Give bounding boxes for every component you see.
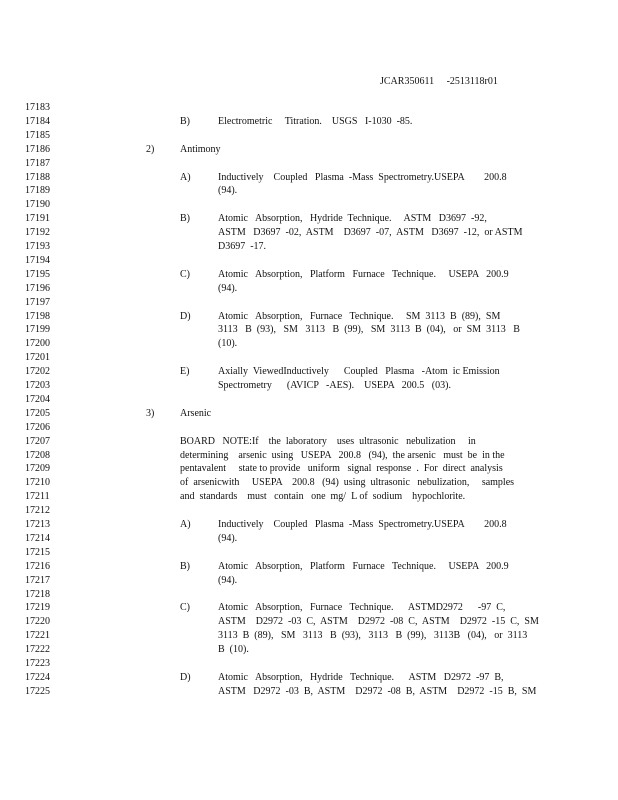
text-line: Inductively Coupled Plasma -Mass Spectrometry.USEPA 200.8 bbox=[218, 171, 507, 183]
line-number: 17191 bbox=[25, 213, 50, 225]
line-number: 17196 bbox=[25, 282, 50, 294]
line-number: 17186 bbox=[25, 143, 50, 155]
line-number: 17183 bbox=[25, 102, 50, 113]
line-number: 17208 bbox=[25, 449, 50, 461]
text-line: A) bbox=[180, 171, 191, 183]
text-line: Atomic Absorption, Furnace Technique. SM 3113 B (89), SM bbox=[218, 310, 501, 322]
line-number: 17223 bbox=[25, 658, 50, 669]
line-number: 17214 bbox=[25, 532, 50, 544]
text-line: D) bbox=[180, 310, 191, 322]
text-line: 2) bbox=[146, 143, 155, 155]
line-number: 17215 bbox=[25, 546, 50, 558]
text-line: (94). bbox=[218, 282, 238, 294]
text-line: D3697 -17. bbox=[218, 241, 267, 252]
text-line: 3) bbox=[146, 407, 155, 419]
text-line: (94). bbox=[218, 532, 238, 544]
line-number: 17205 bbox=[25, 407, 50, 419]
text-line: B (10). bbox=[218, 644, 249, 656]
line-number: 17193 bbox=[25, 241, 50, 252]
line-number: 17198 bbox=[25, 310, 50, 322]
text-line: Atomic Absorption, Hydride Technique. ASTM D3697 -92, bbox=[218, 213, 487, 225]
text-line: B) bbox=[180, 213, 190, 225]
line-number: 17184 bbox=[25, 115, 50, 127]
line-number: 17219 bbox=[25, 602, 50, 614]
text-line: 3113 B (93), SM 3113 B (99), SM 3113 B (04), or SM 3113 B bbox=[218, 324, 520, 336]
text-line: Atomic Absorption, Furnace Technique. ASTMD2972 -97 C, bbox=[218, 602, 506, 614]
text-line: Axially ViewedInductively Coupled Plasma -Atom ic Emission bbox=[218, 366, 500, 378]
text-line: ASTM D2972 -03 C, ASTM D2972 -08 C, ASTM D2972 -15 C, SM bbox=[218, 616, 539, 628]
text-line: (10). bbox=[218, 338, 238, 350]
text-line: Atomic Absorption, Platform Furnace Technique. USEPA 200.9 bbox=[218, 560, 509, 572]
text-line: D) bbox=[180, 671, 191, 683]
text-line: E) bbox=[180, 366, 190, 378]
line-number: 17209 bbox=[25, 463, 50, 475]
text-line: pentavalent state to provide uniform signal response . For direct analysis bbox=[180, 463, 503, 475]
line-number: 17189 bbox=[25, 185, 50, 197]
line-number: 17224 bbox=[25, 671, 50, 683]
line-number: 17188 bbox=[25, 171, 50, 183]
text-line: Antimony bbox=[180, 143, 221, 155]
line-number: 17218 bbox=[25, 588, 50, 600]
line-number: 17199 bbox=[25, 324, 50, 336]
line-number: 17204 bbox=[25, 393, 50, 405]
text-line: 3113 B (89), SM 3113 B (93), 3113 B (99), 3113B (04), or 3113 bbox=[218, 630, 528, 642]
text-line: Arsenic bbox=[180, 407, 212, 419]
document-header: JCAR350611 -2513118r01 bbox=[380, 76, 498, 87]
text-line: Spectrometry (AVICP -AES). USEPA 200.5 (03). bbox=[218, 380, 451, 391]
text-line: (94). bbox=[218, 574, 238, 586]
line-number: 17213 bbox=[25, 519, 50, 530]
text-line: Inductively Coupled Plasma -Mass Spectrometry.USEPA 200.8 bbox=[218, 519, 507, 530]
line-number: 17192 bbox=[25, 227, 50, 239]
text-line: (94). bbox=[218, 185, 238, 197]
line-number: 17217 bbox=[25, 574, 50, 586]
text-line: C) bbox=[180, 268, 190, 280]
line-number: 17201 bbox=[25, 352, 50, 364]
line-number: 17225 bbox=[25, 685, 50, 697]
line-number: 17197 bbox=[25, 296, 50, 308]
line-number: 17222 bbox=[25, 644, 50, 656]
text-line: B) bbox=[180, 560, 190, 572]
text-line: B) bbox=[180, 115, 190, 127]
line-number: 17216 bbox=[25, 560, 50, 572]
line-number: 17202 bbox=[25, 366, 50, 378]
line-number: 17187 bbox=[25, 157, 50, 169]
line-number: 17206 bbox=[25, 421, 50, 433]
text-line: Atomic Absorption, Platform Furnace Technique. USEPA 200.9 bbox=[218, 268, 509, 280]
text-line: Atomic Absorption, Hydride Technique. ASTM D2972 -97 B, bbox=[218, 671, 504, 683]
line-number: 17221 bbox=[25, 630, 50, 642]
line-number: 17195 bbox=[25, 268, 50, 280]
text-line: ASTM D2972 -03 B, ASTM D2972 -08 B, ASTM D2972 -15 B, SM bbox=[218, 685, 537, 697]
text-line: and standards must contain one mg/ L of sodium hypochlorite. bbox=[180, 491, 466, 503]
line-number: 17207 bbox=[25, 435, 50, 447]
line-number: 17211 bbox=[25, 491, 50, 503]
line-number: 17185 bbox=[25, 129, 50, 141]
text-line: determining arsenic using USEPA 200.8 (94), the arsenic must be in the bbox=[180, 449, 505, 461]
line-number: 17203 bbox=[25, 380, 50, 391]
line-number: 17210 bbox=[25, 477, 50, 489]
line-number: 17190 bbox=[25, 199, 50, 211]
line-number: 17194 bbox=[25, 254, 50, 266]
line-number: 17200 bbox=[25, 338, 50, 350]
text-line: A) bbox=[180, 519, 191, 530]
text-line: C) bbox=[180, 602, 190, 614]
text-line: Electrometric Titration. USGS I-1030 -85. bbox=[218, 115, 413, 127]
text-line: ASTM D3697 -02, ASTM D3697 -07, ASTM D3697 -12, or ASTM bbox=[218, 227, 523, 239]
text-line: BOARD NOTE:If the laboratory uses ultrasonic nebulization in bbox=[180, 435, 476, 447]
line-number: 17212 bbox=[25, 505, 50, 517]
line-number: 17220 bbox=[25, 616, 50, 628]
text-line: of arsenicwith USEPA 200.8 (94) using ultrasonic nebulization, samples bbox=[180, 477, 515, 489]
